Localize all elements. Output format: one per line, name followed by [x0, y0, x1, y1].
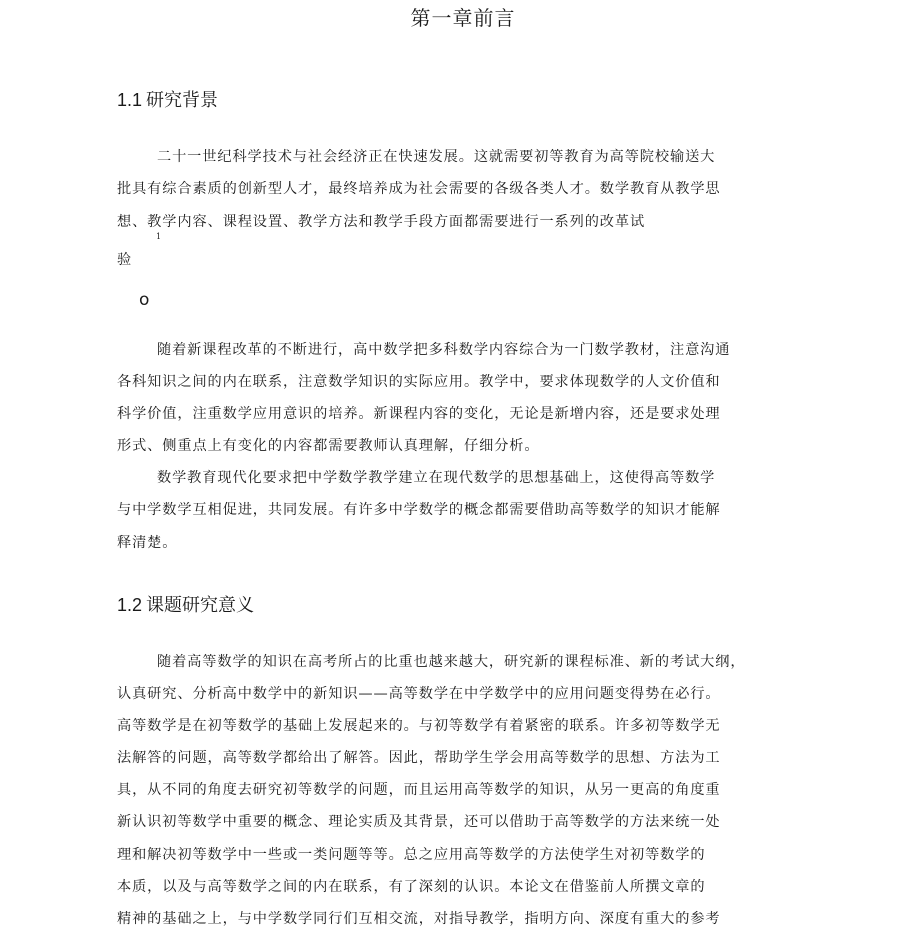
paragraph-line: 形式、侧重点上有变化的内容都需要教师认真理解，仔细分析。: [117, 438, 540, 454]
paragraph-line: 精神的基础之上，与中学数学同行们互相交流，对指导教学，指明方向、深度有重大的参考: [117, 911, 721, 927]
paragraph-line: 新认识初等数学中重要的概念、理论实质及其背景，还可以借助于高等数学的方法来统一处: [117, 814, 721, 830]
paragraph-line: 验: [117, 252, 133, 268]
paragraph-line: 与中学数学互相促进，共同发展。有许多中学数学的概念都需要借助高等数学的知识才能解: [117, 502, 721, 518]
paragraph-line: 随着高等数学的知识在高考所占的比重也越来越大，研究新的课程标准、新的考试大纲，: [157, 654, 746, 670]
section-heading-1-2: [117, 591, 254, 617]
footnote-mark: 1: [156, 232, 162, 241]
paragraph-line: 科学价值，注重数学应用意识的培养。新课程内容的变化，无论是新增内容，还是要求处理: [117, 406, 721, 422]
paragraph-line: 各科知识之间的内在联系，注意数学知识的实际应用。教学中，要求体现数学的人文价值和: [117, 374, 721, 390]
paragraph-line: 随着新课程改革的不断进行，高中数学把多科数学内容综合为一门数学教材，注意沟通: [157, 342, 731, 358]
paragraph-line: 高等数学是在初等数学的基础上发展起来的。与初等数学有着紧密的联系。许多初等数学无: [117, 718, 721, 734]
paragraph-line: 具，从不同的角度去研究初等数学的问题，而且运用高等数学的知识，从另一更高的角度重: [117, 782, 721, 798]
paragraph-line: 理和解决初等数学中一些或一类问题等等。总之应用高等数学的方法使学生对初等数学的: [117, 847, 706, 863]
section-number: 1.2: [117, 595, 143, 615]
paragraph-line: 数学教育现代化要求把中学数学教学建立在现代数学的思想基础上，这使得高等数学: [157, 470, 716, 486]
paragraph-line: 二十一世纪科学技术与社会经济正在快速发展。这就需要初等教育为高等院校输送大: [157, 149, 716, 165]
paragraph-line: 想、教学内容、课程设置、教学方法和教学手段方面都需要进行一系列的改革试: [117, 214, 646, 230]
chapter-title: 第一章前言: [410, 6, 516, 30]
section-number: 1.1: [117, 90, 143, 110]
section-title: 课题研究意义: [146, 595, 255, 616]
paragraph-line: 认真研究、分析高中数学中的新知识——高等数学在中学数学中的应用问题变得势在必行。: [117, 686, 721, 702]
paragraph-end-mark: o: [139, 290, 150, 310]
section-heading-1-1: [117, 86, 218, 112]
paragraph-line: 法解答的问题，高等数学都给出了解答。因此，帮助学生学会用高等数学的思想、方法为工: [117, 750, 721, 766]
paragraph-line: 批具有综合素质的创新型人才，最终培养成为社会需要的各级各类人才。数学教育从教学思: [117, 181, 721, 197]
paragraph-line: 本质，以及与高等数学之间的内在联系，有了深刻的认识。本论文在借鉴前人所撰文章的: [117, 879, 706, 895]
section-title: 研究背景: [146, 90, 219, 111]
paragraph-line: 释清楚。: [117, 535, 178, 551]
